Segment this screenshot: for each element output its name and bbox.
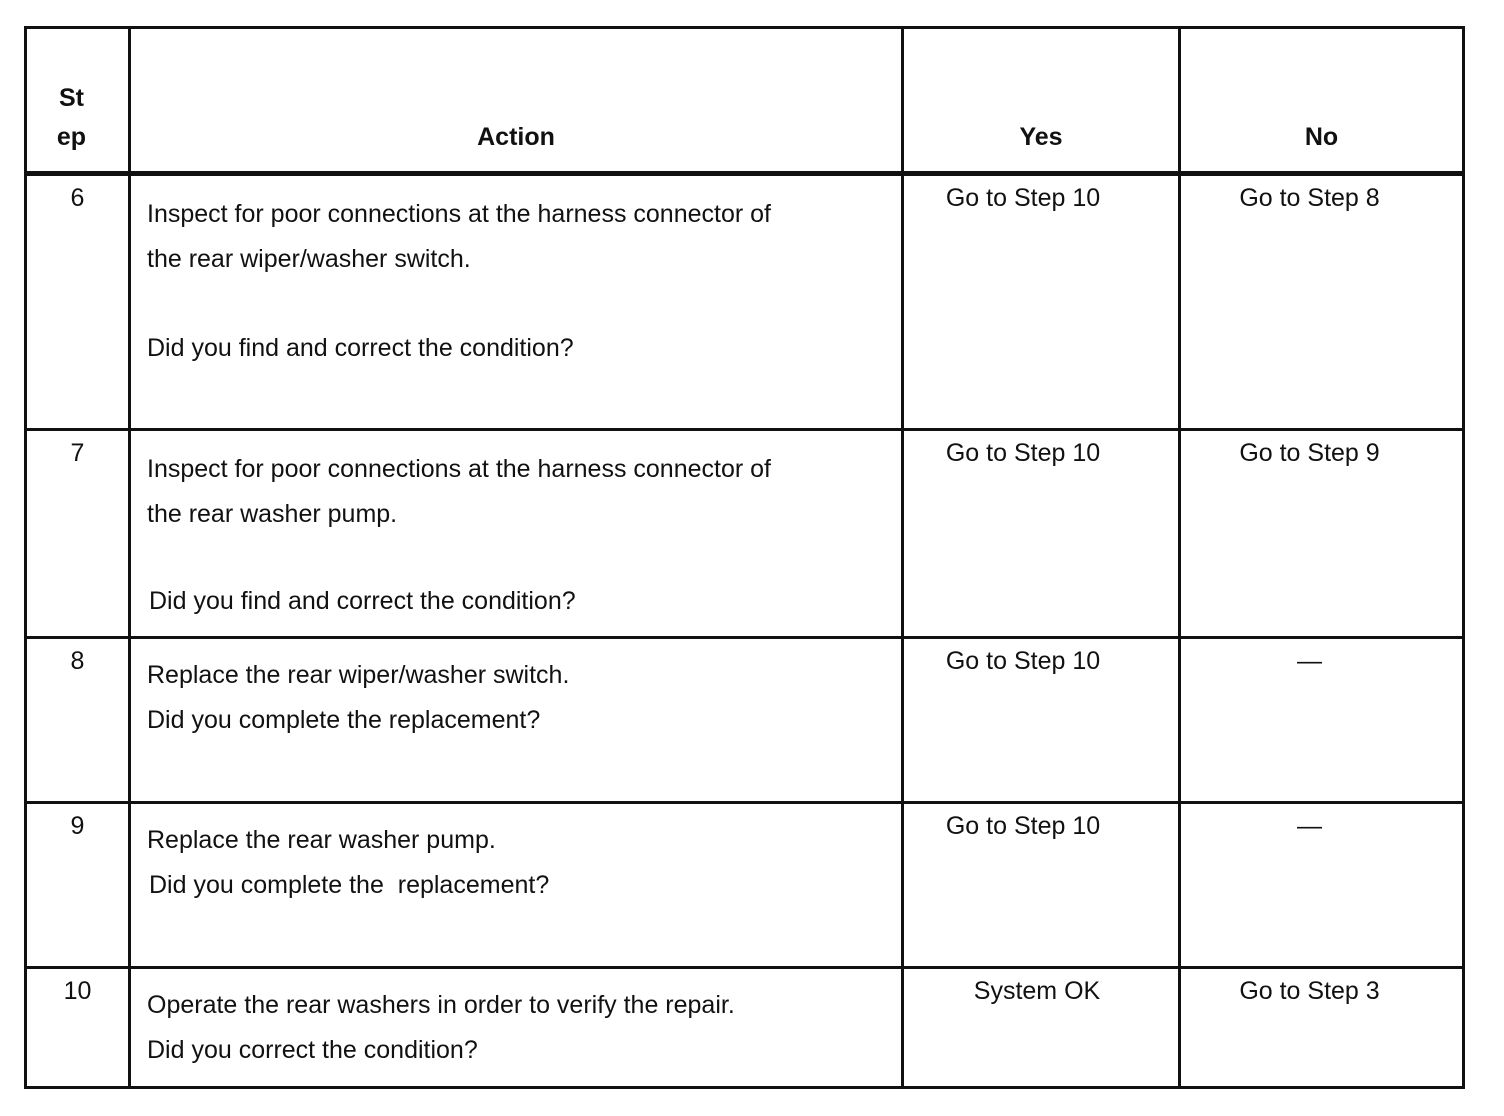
action-text: the rear washer pump. xyxy=(147,500,398,528)
header-step xyxy=(26,28,130,174)
yes-result: Go to Step 10 xyxy=(945,812,1101,840)
yes-cell xyxy=(903,638,1180,803)
action-cell xyxy=(130,638,903,803)
yes-cell xyxy=(903,803,1180,968)
step-number: 8 xyxy=(26,638,130,803)
action-text: Inspect for poor connections at the harness connector of xyxy=(147,200,771,228)
action-text: Inspect for poor connections at the harness connector of xyxy=(147,455,771,483)
header-yes xyxy=(903,28,1180,174)
action-text: Replace the rear washer pump. xyxy=(147,826,496,854)
yes-result: Go to Step 10 xyxy=(945,184,1101,212)
step-number: 7 xyxy=(26,430,130,638)
header-no xyxy=(1180,28,1464,174)
action-cell xyxy=(130,174,903,430)
yes-cell xyxy=(903,174,1180,430)
yes-result: System OK xyxy=(973,977,1101,1005)
action-question: Did you correct the condition? xyxy=(147,1036,478,1064)
no-result: — xyxy=(1297,647,1322,675)
no-cell xyxy=(1180,968,1464,1088)
no-cell xyxy=(1180,174,1464,430)
yes-result: Go to Step 10 xyxy=(945,439,1101,467)
yes-cell xyxy=(903,430,1180,638)
action-question: Did you complete the replacement? xyxy=(149,871,550,899)
action-text: Operate the rear washers in order to verify the repair. xyxy=(147,991,735,1019)
header-action-label: Action xyxy=(477,123,555,151)
action-question: Did you complete the replacement? xyxy=(147,706,541,734)
action-text: Replace the rear wiper/washer switch. xyxy=(147,661,570,689)
action-cell xyxy=(130,803,903,968)
no-cell xyxy=(1180,638,1464,803)
action-question: Did you find and correct the condition? xyxy=(149,587,576,615)
header-yes-label: Yes xyxy=(1019,123,1063,151)
action-question: Did you find and correct the condition? xyxy=(147,334,574,362)
no-cell xyxy=(1180,803,1464,968)
table-row xyxy=(26,430,1464,638)
table-row xyxy=(26,174,1464,430)
no-result: Go to Step 3 xyxy=(1239,977,1380,1005)
table-row xyxy=(26,968,1464,1088)
no-cell xyxy=(1180,430,1464,638)
action-cell xyxy=(130,968,903,1088)
header-step-label: St ep xyxy=(56,84,87,151)
yes-result: Go to Step 10 xyxy=(945,647,1101,675)
header-no-label: No xyxy=(1304,123,1339,151)
step-number: 6 xyxy=(26,174,130,430)
action-text: the rear wiper/washer switch. xyxy=(147,245,471,273)
table-header-row xyxy=(26,28,1464,174)
step-number: 10 xyxy=(26,968,130,1088)
header-action xyxy=(130,28,903,174)
no-result: — xyxy=(1297,812,1322,840)
no-result: Go to Step 8 xyxy=(1239,184,1380,212)
yes-cell xyxy=(903,968,1180,1088)
action-cell xyxy=(130,430,903,638)
table-row xyxy=(26,638,1464,803)
table-row xyxy=(26,803,1464,968)
step-number: 9 xyxy=(26,803,130,968)
no-result: Go to Step 9 xyxy=(1239,439,1380,467)
diagnostic-table xyxy=(24,26,1465,1089)
